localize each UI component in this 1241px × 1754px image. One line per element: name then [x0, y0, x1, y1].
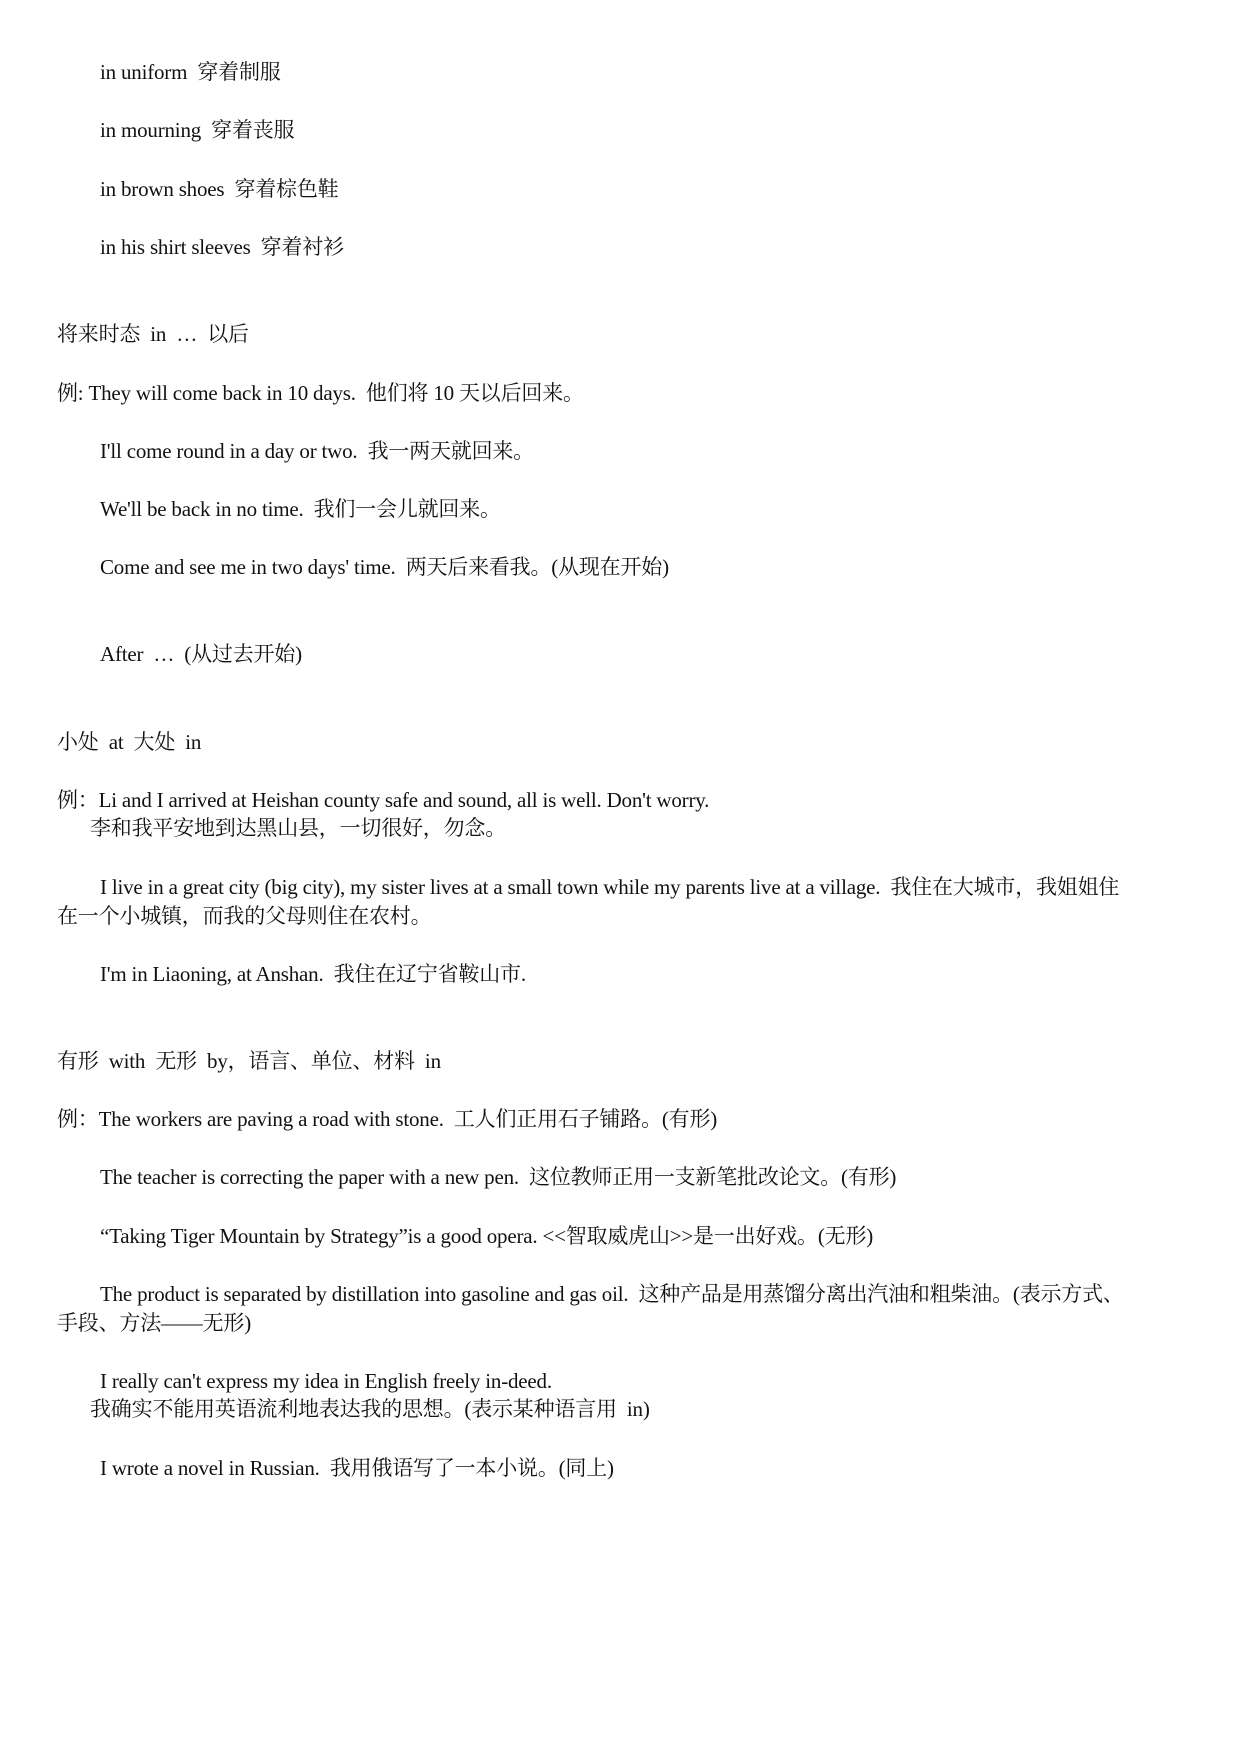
example-line: I live in a great city (big city), my sister lives at a small town while my parents live at a village. 我住在大城市，我姐姐住	[100, 875, 1120, 899]
note-line: After … (从过去开始)	[100, 642, 302, 666]
text-line: in his shirt sleeves 穿着衬衫	[100, 235, 344, 259]
translation-line: 李和我平安地到达黑山县，一切很好，勿念。	[90, 816, 506, 840]
text-line: in brown shoes 穿着棕色鞋	[100, 177, 339, 201]
section-heading: 将来时态 in … 以后	[57, 322, 249, 346]
example-line: I really can't express my idea in English freely in-deed.	[100, 1369, 552, 1393]
section-heading: 小处 at 大处 in	[57, 730, 202, 754]
example-line: 例：Li and I arrived at Heishan county safe and sound, all is well. Don't worry.	[57, 788, 710, 812]
example-line: We'll be back in no time. 我们一会儿就回来。	[100, 497, 501, 521]
example-line: I'll come round in a day or two. 我一两天就回来。	[100, 439, 534, 463]
example-line: 例: They will come back in 10 days. 他们将 10 天以后回来。	[57, 381, 584, 405]
example-line: I wrote a novel in Russian. 我用俄语写了一本小说。(同上)	[100, 1456, 614, 1480]
example-line: 例：The workers are paving a road with stone. 工人们正用石子铺路。(有形)	[57, 1107, 718, 1131]
example-line: I'm in Liaoning, at Anshan. 我住在辽宁省鞍山市.	[100, 962, 526, 986]
translation-line: 手段、方法——无形)	[57, 1311, 251, 1335]
example-line: The product is separated by distillation into gasoline and gas oil. 这种产品是用蒸馏分离出汽油和粗柴油。(表示方式、	[100, 1282, 1124, 1306]
example-line: The teacher is correcting the paper with a new pen. 这位教师正用一支新笔批改论文。(有形)	[100, 1165, 897, 1189]
translation-line: 在一个小城镇，而我的父母则住在农村。	[57, 904, 432, 928]
example-line: Come and see me in two days' time. 两天后来看我。(从现在开始)	[100, 555, 669, 579]
text-line: in mourning 穿着丧服	[100, 118, 295, 142]
translation-line: 我确实不能用英语流利地表达我的思想。(表示某种语言用 in)	[90, 1397, 650, 1421]
section-heading: 有形 with 无形 by，语言、单位、材料 in	[57, 1049, 441, 1073]
example-line: “Taking Tiger Mountain by Strategy”is a good opera. <<智取威虎山>>是一出好戏。(无形)	[100, 1224, 874, 1248]
text-line: in uniform 穿着制服	[100, 60, 281, 84]
